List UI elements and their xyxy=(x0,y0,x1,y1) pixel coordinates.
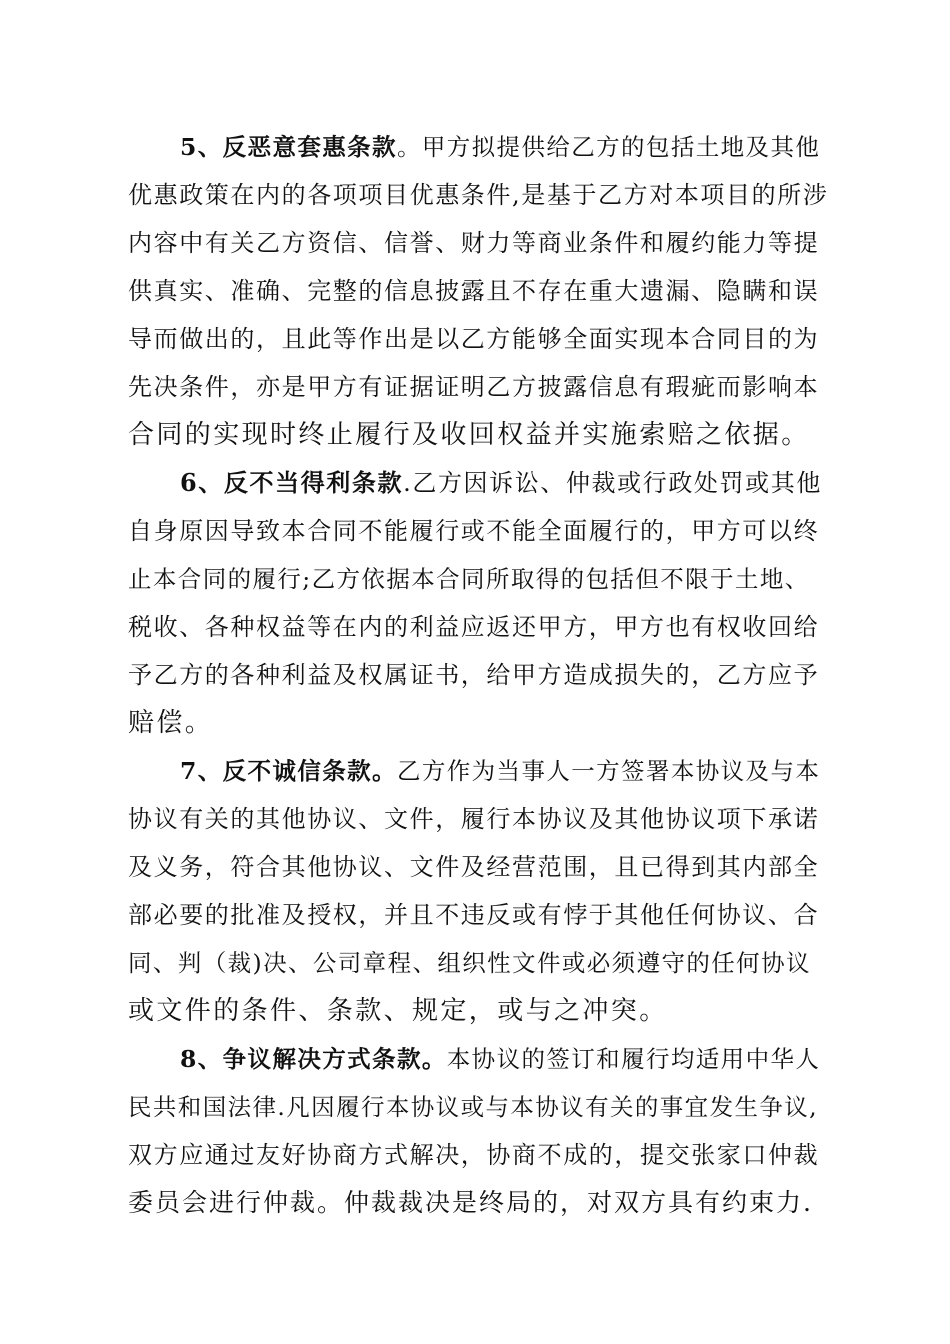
clause-7-line-1 xyxy=(128,747,828,795)
clause-5-line-5: 导而做出的，且此等作出是以乙方能够全面实现本合同目的为 xyxy=(128,325,820,353)
clause-7-line-4: 部必要的批准及授权，并且不违反或有悖于其他任何协议、合 xyxy=(128,901,820,929)
clause-7-title: 7、反不诚信条款。 xyxy=(180,757,397,785)
clause-6 xyxy=(128,459,828,747)
clause-5 xyxy=(128,123,828,459)
clause-6-line-5: 予乙方的各种利益及权属证书，给甲方造成损失的，乙方应予 xyxy=(128,661,820,689)
clause-5-text: 。甲方拟提供给乙方的包括土地及其他 xyxy=(396,133,821,161)
clause-5-line-6: 先决条件，亦是甲方有证据证明乙方披露信息有瑕疵而影响本 xyxy=(128,373,820,401)
document-page xyxy=(128,123,828,1227)
clause-6-text: .乙方因诉讼、仲裁或行政处罚或其他 xyxy=(403,469,822,497)
clause-5-line-7: 合同的实现时终止履行及收回权益并实施索赔之依据。 xyxy=(128,420,810,450)
clause-5-line-4: 供真实、准确、完整的信息披露且不存在重大遗漏、隐瞒和误 xyxy=(128,277,820,305)
clause-8 xyxy=(128,1035,828,1227)
clause-6-line-3: 止本合同的履行;乙方依据本合同所取得的包括但不限于土地、 xyxy=(128,565,810,593)
clause-5-line-1 xyxy=(128,123,828,171)
clause-5-title: 5、反恶意套惠条款 xyxy=(180,133,397,161)
clause-5-line-3: 内容中有关乙方资信、信誉、财力等商业条件和履约能力等提 xyxy=(128,229,820,257)
clause-6-line-2: 自身原因导致本合同不能履行或不能全面履行的，甲方可以终 xyxy=(128,517,820,545)
clause-8-line-2: 民共和国法律.凡因履行本协议或与本协议有关的事宜发生争议, xyxy=(128,1093,819,1121)
clause-5-line-2: 优惠政策在内的各项项目优惠条件,是基于乙方对本项目的所涉 xyxy=(128,181,829,209)
clause-7-text: 乙方作为当事人一方签署本协议及与本 xyxy=(396,757,821,785)
clause-8-line-3: 双方应通过友好协商方式解决，协商不成的，提交张家口仲裁 xyxy=(128,1141,820,1169)
clause-7-line-3: 及义务，符合其他协议、文件及经营范围，且已得到其内部全 xyxy=(128,853,820,881)
clause-7 xyxy=(128,747,828,1035)
clause-7-line-6: 或文件的条件、条款、规定，或与之冲突。 xyxy=(128,996,668,1026)
clause-6-line-1 xyxy=(128,459,828,507)
clause-6-line-4: 税收、各种权益等在内的利益应返还甲方，甲方也有权收回给 xyxy=(128,613,820,641)
clause-8-line-4: 委员会进行仲裁。仲裁裁决是终局的，对双方具有约束力. xyxy=(128,1188,813,1217)
clause-8-line-1 xyxy=(128,1035,828,1083)
clause-6-line-6: 赔偿。 xyxy=(128,708,214,738)
clause-8-text: 本协议的签订和履行均适用中华人 xyxy=(446,1045,821,1073)
clause-8-title: 8、争议解决方式条款。 xyxy=(180,1045,447,1073)
clause-7-line-2: 协议有关的其他协议、文件，履行本协议及其他协议项下承诺 xyxy=(128,805,820,833)
clause-6-title: 6、反不当得利条款 xyxy=(180,468,404,497)
clause-7-line-5: 同、判（裁)决、公司章程、组织性文件或必须遵守的任何协议 xyxy=(128,949,811,977)
